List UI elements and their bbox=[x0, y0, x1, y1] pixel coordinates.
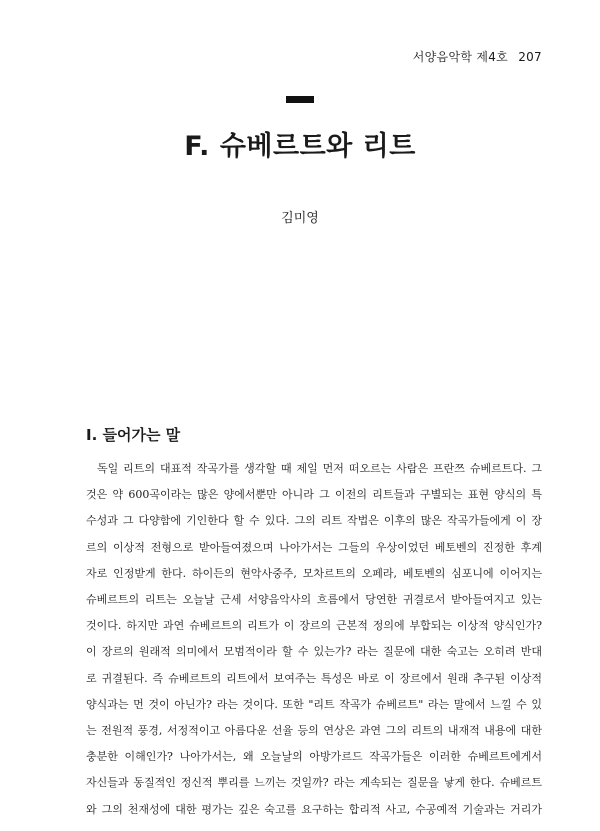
article-title: F. 슈베르트와 리트 bbox=[184, 131, 416, 162]
text-line: 것은 약 600곡이라는 많은 양에서뿐만 아니라 그 이전의 리트들과 구별되는 표현 양식의 특 bbox=[86, 488, 542, 502]
title-rule bbox=[286, 96, 314, 103]
journal-name: 서양음악학 제4호 bbox=[412, 50, 509, 64]
text-line: 는 전원적 풍경, 서정적이고 아름다운 선율 등의 연상은 과연 그의 리트의 내재적 내용에 대한 bbox=[86, 724, 542, 738]
text-line: 자로 인정받게 한다. 하이든의 현악사중주, 모차르트의 오페라, 베토벤의 심포니에 이어지는 bbox=[86, 566, 542, 580]
page-number: 207 bbox=[518, 50, 542, 64]
author-name: 김미영 bbox=[281, 211, 319, 226]
text-line: 와 그의 천재성에 대한 평가는 깊은 숙고를 요구하는 합리적 사고, 수공예적 기술과는 거리가 bbox=[86, 802, 542, 816]
text-line: 양식과는 먼 것이 아닌가? 라는 것이다. 또한 "리트 작곡가 슈베르트" 라는 말에서 느낄 수 있 bbox=[86, 697, 542, 711]
text-line: 이 장르의 원래적 의미에서 모범적이라 할 수 있는가? 라는 질문에 대한 숙고는 오히려 반대 bbox=[86, 645, 542, 659]
text-line: 수성과 그 다양함에 기인한다 할 수 있다. 그의 리트 작법은 이후의 많은 작곡가들에게 이 장 bbox=[86, 514, 542, 528]
text-line: 독일 리트의 대표적 작곡가를 생각할 때 제일 먼저 떠오르는 사람은 프란쯔 슈베르트다. 그 bbox=[97, 462, 542, 475]
text-line: 르의 이상적 전형으로 받아들여졌으며 나아가서는 그들의 우상이었던 베토벤의 진정한 후계 bbox=[86, 540, 542, 554]
running-header bbox=[413, 48, 542, 65]
section-heading: I. 들어가는 말 bbox=[86, 426, 181, 444]
text-line: 충분한 이해인가? 나아가서는, 왜 오늘날의 아방가르드 작곡가들은 이러한 슈베르트에게서 bbox=[86, 750, 542, 764]
text-line: 로 귀결된다. 즉 슈베르트의 리트에서 보여주는 특성은 바로 이 장르에서 원래 추구된 이상적 bbox=[86, 671, 542, 685]
text-line: 자신들과 동질적인 정신적 뿌리를 느끼는 것일까? 라는 계속되는 질문을 낳게 한다. 슈베르트 bbox=[86, 776, 542, 790]
body-text bbox=[86, 456, 542, 823]
text-line: 슈베르트의 리트는 오늘날 근세 서양음악사의 흐름에서 당연한 귀결로서 받아들여지고 있는 bbox=[86, 593, 542, 607]
text-line: 것이다. 하지만 과연 슈베르트의 리트가 이 장르의 근본적 정의에 부합되는 이상적 양식인가? bbox=[86, 619, 542, 633]
